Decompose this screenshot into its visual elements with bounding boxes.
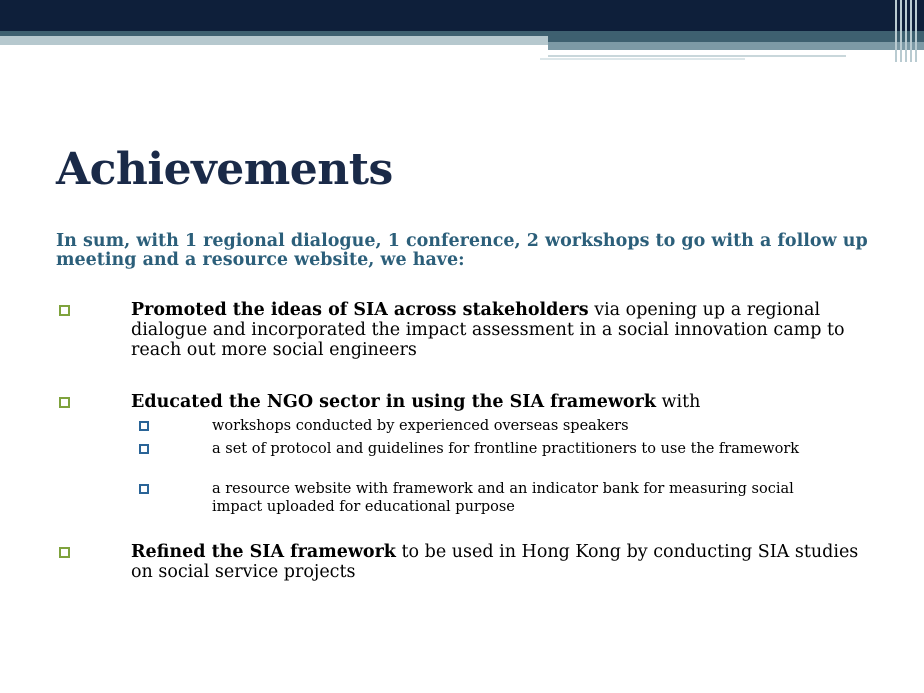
sub-item: a set of protocol and guidelines for frontline practitioners to use the framework	[212, 441, 800, 457]
achievement-item-1	[131, 300, 876, 360]
sub-bullet-square-icon	[139, 484, 149, 494]
header-bar-light	[0, 36, 548, 45]
sub-bullet-square-icon	[139, 444, 149, 454]
header-line-thin-2	[540, 58, 745, 60]
header-vertical-lines	[893, 0, 924, 62]
item-heading: Refined the SIA framework	[131, 542, 396, 562]
item-heading: Educated the NGO sector in using the SIA framework	[131, 392, 656, 412]
slide-title: Achievements	[56, 144, 393, 195]
achievement-item-2	[131, 392, 876, 412]
item-text: via opening up a regional dialogue and incorporated the impact assessment in a social innovation camp to reach out more social engineers	[131, 300, 845, 360]
item-text: to be used in Hong Kong by conducting SIA studies on social service projects	[131, 542, 859, 582]
bullet-square-icon	[59, 305, 70, 316]
header-bar-mid	[548, 42, 924, 50]
item-text: with	[655, 392, 701, 412]
header-bar-dark	[0, 0, 924, 31]
sub-bullet-square-icon	[139, 421, 149, 431]
bullet-square-icon	[59, 547, 70, 558]
item-heading: Promoted the ideas of SIA across stakeholders	[131, 300, 589, 320]
header-line-thin	[548, 55, 846, 57]
slide-intro: In sum, with 1 regional dialogue, 1 conference, 2 workshops to go with a follow up meeting and a resource website, we have:	[56, 231, 868, 270]
sub-item: a resource website with framework and an indicator bank for measuring social impact uploaded for educational purpose	[212, 481, 794, 515]
sub-item: workshops conducted by experienced overseas speakers	[212, 418, 629, 434]
achievement-item-3	[131, 542, 876, 582]
bullet-square-icon	[59, 397, 70, 408]
